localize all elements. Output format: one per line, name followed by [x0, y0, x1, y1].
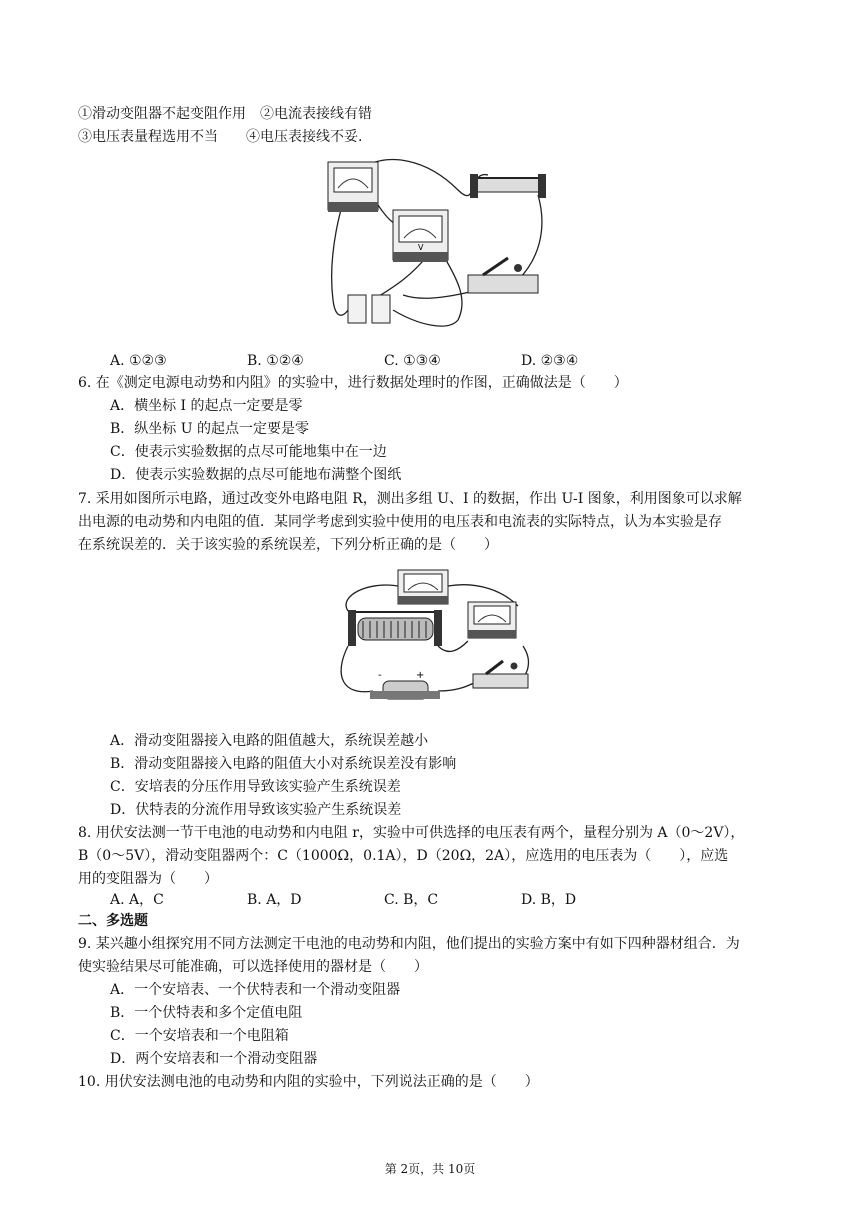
section-heading-multi-choice: 二、多选题 [78, 913, 148, 929]
battery-minus-label: - [378, 670, 382, 681]
q7-choice-c[interactable]: C．安培表的分压作用导致该实验产生系统误差 [110, 779, 401, 795]
q7-choice-d[interactable]: D．伏特表的分流作用导致该实验产生系统误差 [110, 802, 402, 818]
q8-stem-line-1: 8. 用伏安法测一节干电池的电动势和内电阻 r，实验中可供选择的电压表有两个，量程分别为 A（0～2V）， [78, 825, 745, 841]
q8-choice-a[interactable]: A. A，C [110, 892, 164, 908]
q5-statement-1: ①滑动变阻器不起变阻作用 ②电流表接线有错 [78, 106, 372, 122]
page-footer: 第 2页，共 10页 [384, 1162, 476, 1176]
q6-choice-d[interactable]: D．使表示实验数据的点尽可能地布满整个图纸 [110, 467, 402, 483]
q6-choice-c[interactable]: C．使表示实验数据的点尽可能地集中在一边 [110, 444, 387, 460]
q8-stem-line-2: B（0～5V），滑动变阻器两个：C（1000Ω，0.1A），D（20Ω，2A），应选用的电压表为（ ），应选 [78, 848, 729, 864]
q9-choice-a[interactable]: A．一个安培表、一个伏特表和一个滑动变阻器 [110, 982, 401, 998]
q9-choice-d[interactable]: D．两个安培表和一个滑动变阻器 [110, 1051, 318, 1067]
q5-statement-2: ③电压表量程选用不当 ④电压表接线不妥. [78, 129, 363, 145]
q8-choice-d[interactable]: D. B，D [521, 892, 577, 908]
q7-stem-line-1: 7. 采用如图所示电路，通过改变外电路电阻 R，测出多组 U、I 的数据，作出 U-I 图象，利用图象可以求解 [78, 491, 742, 507]
q5-choice-d[interactable]: D. ②③④ [521, 353, 579, 369]
battery-plus-label: + [416, 670, 425, 681]
q6-stem: 6. 在《测定电源电动势和内阻》的实验中，进行数据处理时的作图，正确做法是（ ） [78, 375, 628, 391]
q5-choices [110, 351, 658, 371]
q5-choice-c[interactable]: C. ①③④ [384, 353, 441, 369]
q7-choice-a[interactable]: A．滑动变阻器接入电路的阻值越大，系统误差越小 [110, 733, 429, 749]
q8-stem-line-3: 用的变阻器为（ ） [78, 871, 218, 887]
q5-choice-b[interactable]: B. ①②④ [247, 353, 304, 369]
q7-stem-line-2: 出电源的电动势和内电阻的值．某同学考虑到实验中使用的电压表和电流表的实际特点，认为本实验是存 [78, 514, 722, 530]
q9-choice-c[interactable]: C．一个安培表和一个电阻箱 [110, 1028, 289, 1044]
q7-circuit-figure [328, 566, 538, 704]
q7-stem-line-3: 在系统误差的．关于该实验的系统误差，下列分析正确的是（ ） [78, 537, 498, 553]
q9-stem-line-2: 使实验结果尽可能准确，可以选择使用的器材是（ ） [78, 959, 428, 975]
q9-stem-line-1: 9. 某兴趣小组探究用不同方法测定干电池的电动势和内阻，他们提出的实验方案中有如下四种器材组合．为 [78, 936, 740, 952]
q6-choice-a[interactable]: A．横坐标 I 的起点一定要是零 [110, 398, 303, 414]
q9-choice-b[interactable]: B．一个伏特表和多个定值电阻 [110, 1005, 303, 1021]
q10-stem: 10. 用伏安法测电池的电动势和内阻的实验中，下列说法正确的是（ ） [78, 1074, 539, 1090]
q5-circuit-figure [318, 150, 558, 332]
q8-choice-b[interactable]: B. A，D [247, 892, 302, 908]
q7-choice-b[interactable]: B．滑动变阻器接入电路的阻值大小对系统误差没有影响 [110, 756, 457, 772]
q6-choice-b[interactable]: B．纵坐标 U 的起点一定要是零 [110, 421, 309, 437]
q5-choice-a[interactable]: A. ①②③ [110, 353, 167, 369]
q8-choice-c[interactable]: C. B，C [384, 892, 439, 908]
svg-text:V: V [418, 243, 424, 252]
q8-choices [110, 890, 658, 910]
